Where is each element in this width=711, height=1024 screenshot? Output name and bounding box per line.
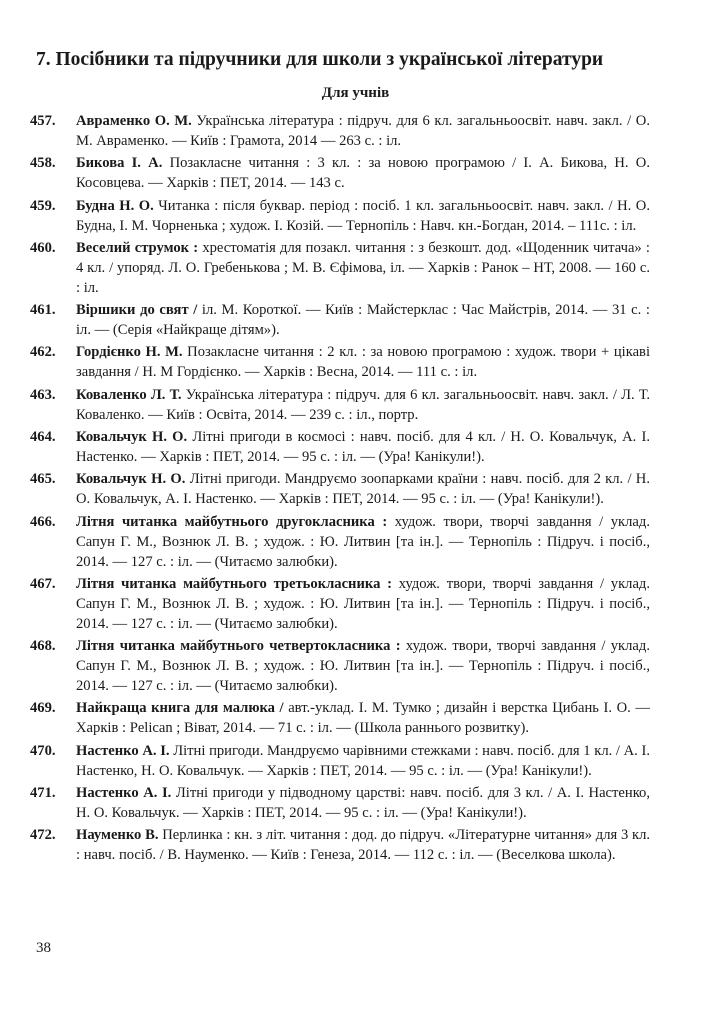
entry-text: Позакласне читання : 3 кл. : за новою програмою / І. А. Бикова, Н. О. Косовцева. — Харків : ПЕТ, 2014. — 143 с. <box>76 155 650 192</box>
bibliography-entry <box>30 343 650 383</box>
entry-number: 460. <box>30 239 56 256</box>
bibliography-entry <box>30 742 650 782</box>
entry-text: Літні пригоди у підводному царстві: навч. посіб. для 3 кл. / А. І. Настенко, Н. О. Ковальчук. — Харків : ПЕТ, 2014. — 95 с. : іл. — (Ура! Канікули!). <box>76 785 650 821</box>
entry-text: Українська література : підруч. для 6 кл. загальньоосвіт. навч. закл. / О. М. Авраменко. — Київ : Грамота, 2014 — 263 с. : іл. <box>76 113 650 149</box>
bibliography-list <box>30 112 650 869</box>
entry-number: 472. <box>30 827 56 844</box>
entry-number: 465. <box>30 471 56 488</box>
bibliography-entry <box>30 637 650 697</box>
bibliography-entry <box>30 826 650 866</box>
bibliography-entry <box>30 239 650 299</box>
entry-author: Веселий струмок : <box>76 239 199 256</box>
entry-author: Віршики до свят / <box>76 302 198 319</box>
bibliography-entry <box>30 784 650 824</box>
entry-author: Літня читанка майбутнього третьокласника : <box>76 575 392 592</box>
entry-author: Авраменко О. М. <box>76 113 192 129</box>
entry-number: 457. <box>30 113 56 129</box>
entry-text: Літні пригоди. Мандруємо чарівними стежками : навч. посіб. для 1 кл. / А. І. Настенко, Н. О. Ковальчук. — Харків : ПЕТ, 2014. — 95 с. : іл. — (Ура! Канікули!). <box>76 742 650 779</box>
entry-text: Читанка : після буквар. період : посіб. 1 кл. загальньоосвіт. навч. закл. / Н. О. Будна, І. М. Чорненька ; худож. І. Козій. — Тернопіль : Навч. кн.-Богдан, 2014. – 111с. : іл. <box>76 197 650 234</box>
entry-author: Бикова І. А. <box>76 155 163 172</box>
entry-text: Позакласне читання : 2 кл. : за новою програмою : худож. твори + цікаві завдання / Н. М Гордієнко. — Харків : Весна, 2014. — 111 с. : іл. <box>76 344 650 381</box>
page-number: 38 <box>36 940 51 956</box>
entry-number: 470. <box>30 742 56 759</box>
entry-number: 468. <box>30 638 56 655</box>
entry-text: Українська література : підруч. для 6 кл. загальньоосвіт. навч. закл. / Л. Т. Коваленко. — Київ : Освіта, 2014. — 239 с. : іл., портр. <box>76 386 650 423</box>
section-title: 7. Посібники та підручники для школи з української літератури <box>36 49 604 70</box>
entry-number: 469. <box>30 700 56 717</box>
entry-author: Гордієнко Н. М. <box>76 344 183 361</box>
bibliography-entry <box>30 428 650 468</box>
bibliography-entry <box>30 197 650 237</box>
entry-author: Літня читанка майбутнього четвертокласника : <box>76 638 401 655</box>
bibliography-entry <box>30 386 650 426</box>
entry-number: 471. <box>30 785 56 801</box>
section-subtitle: Для учнів <box>321 85 390 101</box>
entry-text: хрестоматія для позакл. читання : з безкошт. дод. «Щоденник читача» : 4 кл. / упоряд. Л. О. Гребенькова ; М. В. Єфімова, іл. — Харків : Ранок – НТ, 2008. — 160 с. : іл. <box>76 239 650 296</box>
entry-number: 459. <box>30 197 56 214</box>
bibliography-entry <box>30 513 650 573</box>
entry-number: 467. <box>30 575 56 592</box>
bibliography-entry <box>30 301 650 341</box>
entry-author: Науменко В. <box>76 827 159 844</box>
bibliography-entry <box>30 112 650 152</box>
entry-author: Ковальчук Н. О. <box>76 429 188 446</box>
bibliography-entry <box>30 470 650 510</box>
entry-author: Коваленко Л. Т. <box>76 386 182 403</box>
entry-number: 458. <box>30 155 56 172</box>
entry-author: Ковальчук Н. О. <box>76 471 186 488</box>
entry-author: Настенко А. І. <box>76 742 170 759</box>
entry-text: Перлинка : кн. з літ. читання : дод. до підруч. «Літературне читання» для 3 кл. : навч. посіб. / В. Науменко. — Київ : Генеза, 2014. — 112 с. : іл. — (Веселкова школа). <box>76 827 650 864</box>
entry-number: 462. <box>30 344 56 361</box>
entry-number: 466. <box>30 513 56 530</box>
bibliography-entry <box>30 699 650 739</box>
entry-text: авт.-уклад. І. М. Тумко ; дизайн і верстка Цибань І. О. — Харків : Pelican ; Віват, 2014. — 71 с. : іл. — (Школа раннього розвитку). <box>76 700 650 737</box>
entry-text: худож. твори, творчі завдання / уклад. Сапун Г. М., Вознюк Л. В. ; худож. : Ю. Литвин [та ін.]. — Тернопіль : Підруч. і посіб., 2014. — 127 с. : іл. — (Читаємо залюбки). <box>76 513 650 570</box>
entry-number: 463. <box>30 386 56 403</box>
entry-author: Настенко А. І. <box>76 785 172 801</box>
entry-text: Літні пригоди. Мандруємо зоопарками країни : навч. посіб. для 2 кл. / Н. О. Ковальчук, А. І. Настенко. — Харків : ПЕТ, 2014. — 95 с. : іл. — (Ура! Канікули!). <box>76 471 650 508</box>
bibliography-entry <box>30 575 650 635</box>
entry-text: худож. твори, творчі завдання / уклад. Сапун Г. М., Вознюк Л. В. ; худож. : Ю. Литвин [та ін.]. — Тернопіль : Підруч. і посіб., 2014. — 127 с. : іл. — (Читаємо залюбки). <box>76 638 650 694</box>
entry-text: худож. твори, творчі завдання / уклад. Сапун Г. М., Вознюк Л. В. ; худож. : Ю. Литвин [та ін.]. — Тернопіль : Підруч. і посіб., 2014. — 127 с. : іл. — (Читаємо залюбки). <box>76 575 650 632</box>
entry-text: Літні пригоди в космосі : навч. посіб. для 4 кл. / Н. О. Ковальчук, А. І. Настенко. — Харків : ПЕТ, 2014. — 95 с. : іл. — (Ура! Канікули!). <box>76 429 650 465</box>
entry-author: Літня читанка майбутнього другокласника : <box>76 513 388 530</box>
entry-text: іл. М. Короткої. — Київ : Майстерклас : Час Майстрів, 2014. — 31 с. : іл. — (Серія «Найкраще дітям»). <box>76 302 650 339</box>
entry-number: 464. <box>30 429 56 446</box>
entry-author: Найкраща книга для малюка / <box>76 700 284 717</box>
bibliography-entry <box>30 154 650 194</box>
entry-number: 461. <box>30 302 56 319</box>
entry-author: Будна Н. О. <box>76 197 154 214</box>
